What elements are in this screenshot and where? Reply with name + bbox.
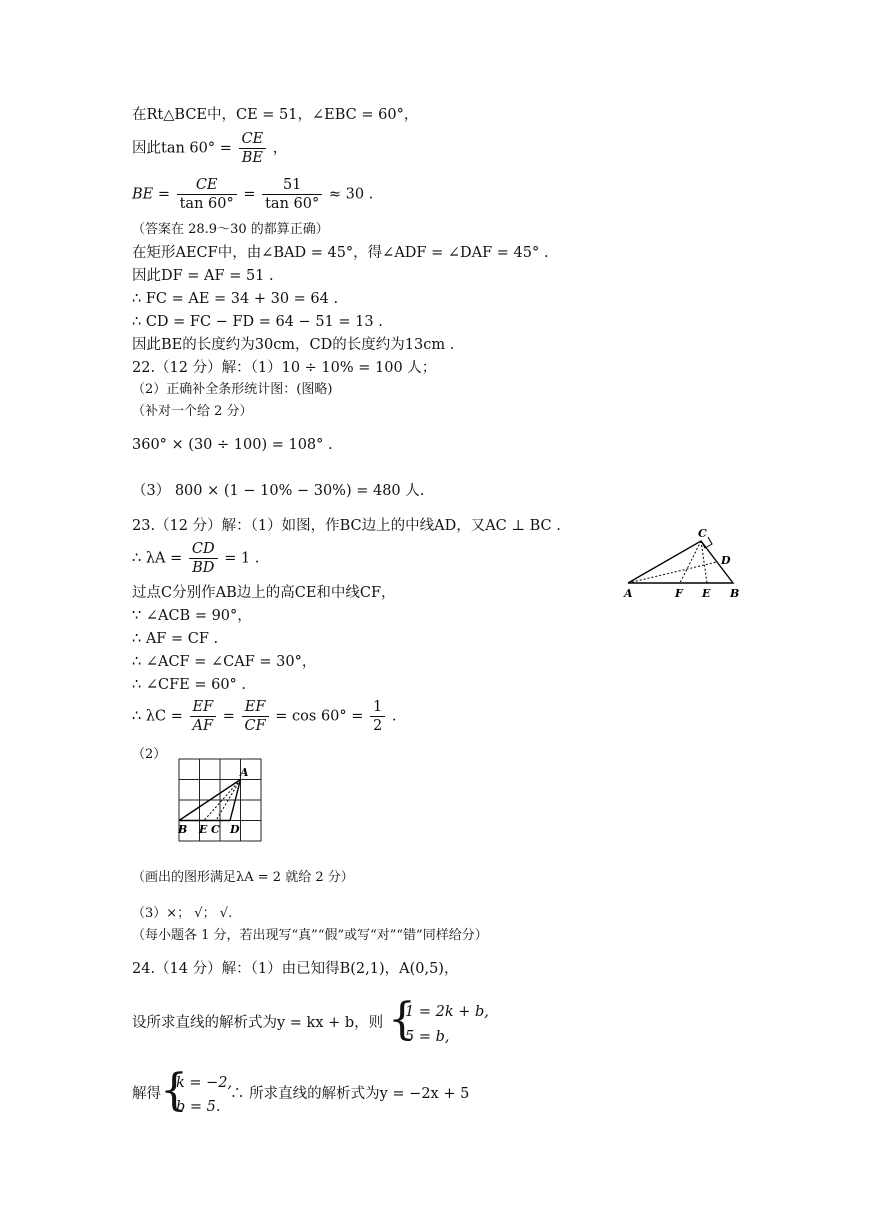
line-q23-part3: （3）×； √； √. — [132, 906, 233, 921]
line-df-af: 因此DF = AF = 51 . — [132, 268, 274, 284]
text: = cos 60° = — [275, 708, 364, 725]
text: = — [222, 708, 235, 725]
line-point-c: 过点C分别作AB边上的高CE和中线CF， — [132, 585, 396, 601]
denominator: tan 60° — [179, 196, 234, 212]
numerator: 51 — [262, 176, 322, 195]
label-c: C — [698, 527, 707, 540]
line-q24-solve: 解得 — [132, 1086, 161, 1102]
label-e: E — [199, 823, 208, 836]
text: . — [391, 708, 397, 725]
line-rect-aecf: 在矩形AECF中，由∠BAD = 45°，得∠ADF = ∠DAF = 45° . — [132, 245, 549, 261]
line-acf-caf: ∴ ∠ACF = ∠CAF = 30°， — [132, 654, 317, 670]
line-be-value — [132, 176, 373, 213]
line-q22-part1: 22.（12 分）解：（1）10 ÷ 10% = 100 人； — [132, 360, 437, 376]
fraction — [242, 698, 269, 735]
numerator: EF — [242, 698, 269, 717]
line-q23-part2: （2） — [132, 747, 167, 762]
label-a: A — [624, 587, 633, 600]
line-q23-part1: 23.（12 分）解：（1）如图，作BC边上的中线AD，又AC ⊥ BC . — [132, 518, 561, 534]
label-d: D — [230, 823, 240, 836]
label-e: E — [702, 587, 711, 600]
denominator: BD — [192, 560, 215, 576]
line-q24-part1: 24.（14 分）解：（1）由已知得B(2,1)，A(0,5)， — [132, 961, 459, 977]
line-rt-bce: 在Rt△BCE中，CE = 51，∠EBC = 60°， — [132, 107, 419, 123]
numerator: CE — [177, 176, 237, 195]
denominator: AF — [192, 718, 214, 734]
numerator: EF — [190, 698, 217, 717]
label-d: D — [721, 554, 731, 567]
label-f: F — [675, 587, 683, 600]
denominator: CF — [244, 718, 266, 734]
line-af-cf: ∴ AF = CF . — [132, 631, 219, 647]
numerator: CE — [239, 130, 267, 149]
denominator: 2 — [373, 718, 383, 734]
text: = — [243, 186, 256, 203]
line-q23-score-note: （每小题各 1 分，若出现写“真”“假”或写“对”“错”同样给分） — [132, 928, 488, 943]
line-answer-range: （答案在 28.9～30 的都算正确） — [132, 222, 329, 237]
line-cd: ∴ CD = FC − FD = 64 − 51 = 13 . — [132, 314, 383, 330]
label-b: B — [730, 587, 740, 600]
line-conclusion-21: 因此BE的长度约为30cm，CD的长度约为13cm . — [132, 337, 455, 353]
fraction — [239, 130, 267, 167]
fraction — [262, 176, 322, 213]
line-lambda-c — [132, 698, 396, 735]
text: = 1 . — [224, 550, 260, 567]
fraction — [190, 698, 217, 735]
grid-figure — [168, 754, 268, 846]
text: ， — [272, 140, 288, 157]
fraction — [370, 698, 385, 735]
brace-symbol: { — [388, 994, 416, 1045]
label-c: C — [211, 823, 220, 836]
triangle-figure — [618, 525, 748, 601]
line-q22-part2: （2）正确补全条形统计图：(图略) — [132, 382, 333, 397]
line-q22-score: （补对一个给 2 分） — [132, 404, 253, 419]
text: 因此tan 60° = — [132, 140, 232, 157]
line-cfe: ∴ ∠CFE = 60° . — [132, 677, 247, 693]
line-q22-part3: （3） 800 × (1 − 10% − 30%) = 480 人. — [132, 483, 425, 499]
solution-b: b = 5. — [176, 1099, 221, 1115]
line-acb-90: ∵ ∠ACB = 90°， — [132, 608, 252, 624]
line-q24-result: ∴ 所求直线的解析式为y = −2x + 5 — [230, 1086, 470, 1102]
text: ∴ λC = — [132, 708, 183, 725]
denominator: BE — [241, 150, 263, 166]
label-b: B — [178, 823, 188, 836]
numerator: CD — [189, 540, 218, 559]
text: ≈ 30 . — [328, 186, 374, 203]
system-eq-2: 5 = b, — [405, 1029, 450, 1045]
line-q23-score: （画出的图形满足λA = 2 就给 2 分） — [132, 870, 354, 885]
line-fc-ae: ∴ FC = AE = 34 + 30 = 64 . — [132, 291, 339, 307]
text: ∴ λA = — [132, 550, 183, 567]
line-tan60 — [132, 130, 287, 167]
text: BE = — [132, 186, 170, 203]
line-lambda-a — [132, 540, 259, 577]
line-q22-degree: 360° × (30 ÷ 100) = 108° . — [132, 437, 333, 453]
brace-symbol: { — [160, 1065, 188, 1116]
label-a: A — [240, 766, 249, 779]
system-eq-1: 1 = 2k + b, — [405, 1004, 489, 1020]
fraction — [177, 176, 237, 213]
denominator: tan 60° — [265, 196, 320, 212]
numerator: 1 — [370, 698, 385, 717]
fraction — [189, 540, 218, 577]
solution-k: k = −2, — [176, 1075, 233, 1091]
line-q24-setup: 设所求直线的解析式为y = kx + b，则 — [132, 1015, 384, 1031]
